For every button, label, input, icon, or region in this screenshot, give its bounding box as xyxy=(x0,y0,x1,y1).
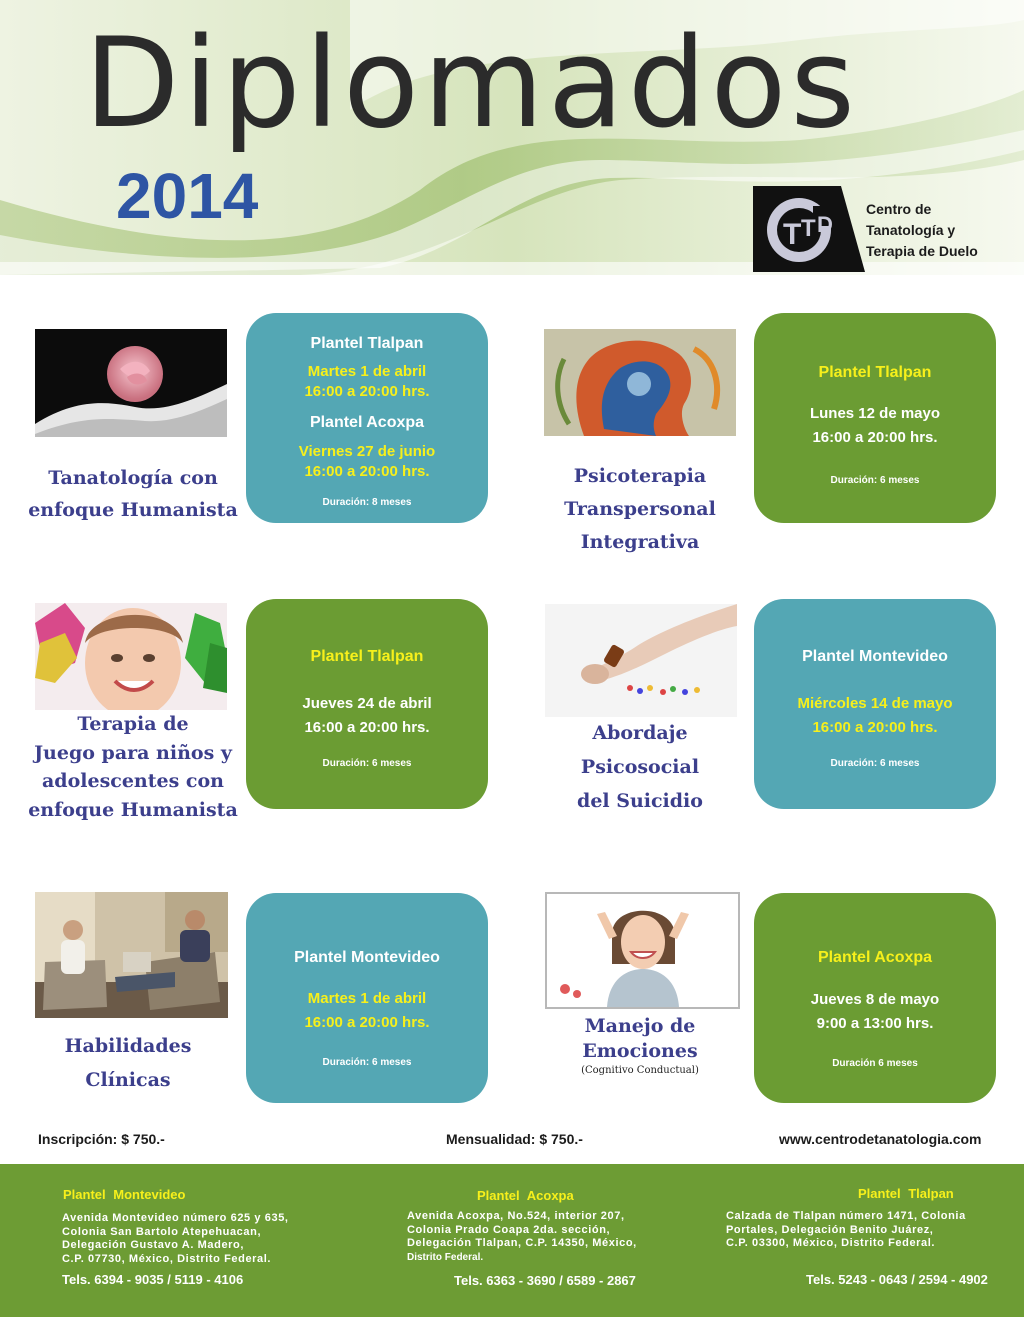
course-title-line: adolescentes con xyxy=(42,770,224,792)
course-title-line: Emociones xyxy=(582,1040,698,1062)
address-line: C.P. 07730, México, Distrito Federal. xyxy=(62,1252,272,1265)
course-title-line: Transpersonal xyxy=(564,498,716,520)
cttd-logo xyxy=(753,186,865,272)
course-title-line: enfoque Humanista xyxy=(28,798,238,821)
course-title-line: Manejo de xyxy=(584,1015,696,1037)
course-duration: Duración: 6 meses xyxy=(322,758,412,769)
course-duration: Duración 6 meses xyxy=(832,1058,918,1069)
svg-text:D: D xyxy=(817,212,833,237)
course-hours: 9:00 a 13:00 hrs. xyxy=(816,1015,934,1032)
campus-name: Plantel Tlalpan xyxy=(858,1186,954,1201)
abstract-head-painting xyxy=(544,329,736,436)
address-line: C.P. 03300, México, Distrito Federal. xyxy=(726,1237,936,1249)
campus-phones: Tels. 5243 - 0643 / 2594 - 4902 xyxy=(806,1272,988,1287)
course-hours: 16:00 a 20:00 hrs. xyxy=(812,429,938,446)
campus-name: Plantel Montevideo xyxy=(63,1187,186,1202)
course-title-line: Clínicas xyxy=(85,1069,171,1091)
course-title xyxy=(540,716,740,818)
course-hours: 16:00 a 20:00 hrs. xyxy=(812,719,938,736)
campus-address xyxy=(407,1210,697,1264)
course-title-line: Psicosocial xyxy=(580,756,700,778)
course-title-line: enfoque Humanista xyxy=(28,499,238,521)
hand-holding-rose-photo xyxy=(35,329,227,437)
monthly-fee: Mensualidad: $ 750.- xyxy=(446,1131,583,1147)
therapy-session-photo xyxy=(35,892,228,1018)
address-line: Avenida Acoxpa, No.524, interior 207, xyxy=(407,1210,625,1222)
website-link[interactable]: www.centrodetanatologia.com xyxy=(779,1131,982,1147)
schedule-card xyxy=(754,599,996,809)
svg-text:T: T xyxy=(801,215,816,242)
course-title xyxy=(540,1014,740,1078)
logo-line: Terapia de Duelo xyxy=(866,243,978,259)
course-title xyxy=(540,460,740,559)
campus-phones: Tels. 6394 - 9035 / 5119 - 4106 xyxy=(62,1272,244,1287)
course-subtitle: (Cognitivo Conductual) xyxy=(581,1065,699,1076)
course-hours: 16:00 a 20:00 hrs. xyxy=(304,383,430,400)
course-duration: Duración: 6 meses xyxy=(830,475,920,486)
footer-contacts xyxy=(0,1164,1024,1317)
course-date: Miércoles 14 de mayo xyxy=(797,695,953,712)
address-line: Calzada de Tlalpan número 1471, Colonia xyxy=(726,1210,966,1222)
schedule-card xyxy=(754,313,996,523)
campus-address xyxy=(726,1210,996,1251)
course-date: Jueves 24 de abril xyxy=(302,695,432,712)
campus-name: Plantel Acoxpa xyxy=(477,1188,574,1203)
schedule-card xyxy=(246,313,488,523)
course-title-line: Terapia de xyxy=(77,713,189,735)
campus-phones: Tels. 6363 - 3690 / 6589 - 2867 xyxy=(454,1273,636,1288)
schedule-card xyxy=(246,893,488,1103)
address-line: Distrito Federal. xyxy=(407,1251,484,1263)
campus-name: Plantel Tlalpan xyxy=(310,335,424,352)
svg-text:T: T xyxy=(783,218,802,251)
course-title-line: Habilidades xyxy=(64,1035,192,1057)
schedule-card xyxy=(246,599,488,809)
page-title: Diplomados xyxy=(84,12,859,156)
campus-name: Plantel Tlalpan xyxy=(310,648,424,665)
campus-name: Plantel Tlalpan xyxy=(818,364,932,381)
course-duration: Duración: 8 meses xyxy=(322,497,412,508)
campus-name: Plantel Montevideo xyxy=(802,648,948,665)
address-line: Colonia San Bartolo Atepehuacan, xyxy=(62,1225,262,1238)
address-line: Delegación Tlalpan, C.P. 14350, México, xyxy=(407,1237,637,1249)
course-date: Viernes 27 de junio xyxy=(298,443,436,460)
enrollment-fee: Inscripción: $ 750.- xyxy=(38,1131,165,1147)
hand-with-pills-photo xyxy=(545,604,737,717)
address-line: Avenida Montevideo número 625 y 635, xyxy=(62,1212,289,1224)
course-title xyxy=(20,1029,236,1097)
course-hours: 16:00 a 20:00 hrs. xyxy=(304,719,430,736)
campus-address xyxy=(62,1212,332,1266)
course-title-line: Juego para niños y xyxy=(34,741,232,764)
logo-caption xyxy=(866,199,978,262)
course-title-line: Integrativa xyxy=(580,531,700,553)
course-duration: Duración: 6 meses xyxy=(830,758,920,769)
course-duration: Duración: 6 meses xyxy=(322,1057,412,1068)
course-date: Martes 1 de abril xyxy=(307,363,427,380)
logo-line: Centro de xyxy=(866,201,932,217)
year-label: 2014 xyxy=(116,160,259,232)
course-title-line: Abordaje xyxy=(592,722,688,744)
course-title xyxy=(20,710,246,824)
address-line: Portales, Delegación Benito Juárez, xyxy=(726,1223,934,1236)
address-line: Colonia Prado Coapa 2da. sección, xyxy=(407,1223,611,1236)
course-date: Jueves 8 de mayo xyxy=(810,991,940,1008)
course-title-line: Tanatología con xyxy=(48,467,218,489)
campus-name: Plantel Acoxpa xyxy=(309,414,425,431)
course-date: Lunes 12 de mayo xyxy=(809,405,941,422)
address-line: Delegación Gustavo A. Madero, xyxy=(62,1239,245,1251)
logo-line: Tanatología y xyxy=(866,222,956,238)
schedule-card xyxy=(754,893,996,1103)
course-hours: 16:00 a 20:00 hrs. xyxy=(304,463,430,480)
course-title-line: Psicoterapia xyxy=(573,465,707,487)
course-title xyxy=(20,462,246,526)
campus-name: Plantel Acoxpa xyxy=(817,949,933,966)
child-painted-hands-photo xyxy=(35,603,227,710)
course-title-line: del Suicidio xyxy=(577,790,703,812)
course-hours: 16:00 a 20:00 hrs. xyxy=(304,1014,430,1031)
smiling-woman-photo xyxy=(545,892,740,1009)
header-banner xyxy=(0,0,1024,275)
campus-name: Plantel Montevideo xyxy=(294,949,440,966)
course-date: Martes 1 de abril xyxy=(307,990,427,1007)
